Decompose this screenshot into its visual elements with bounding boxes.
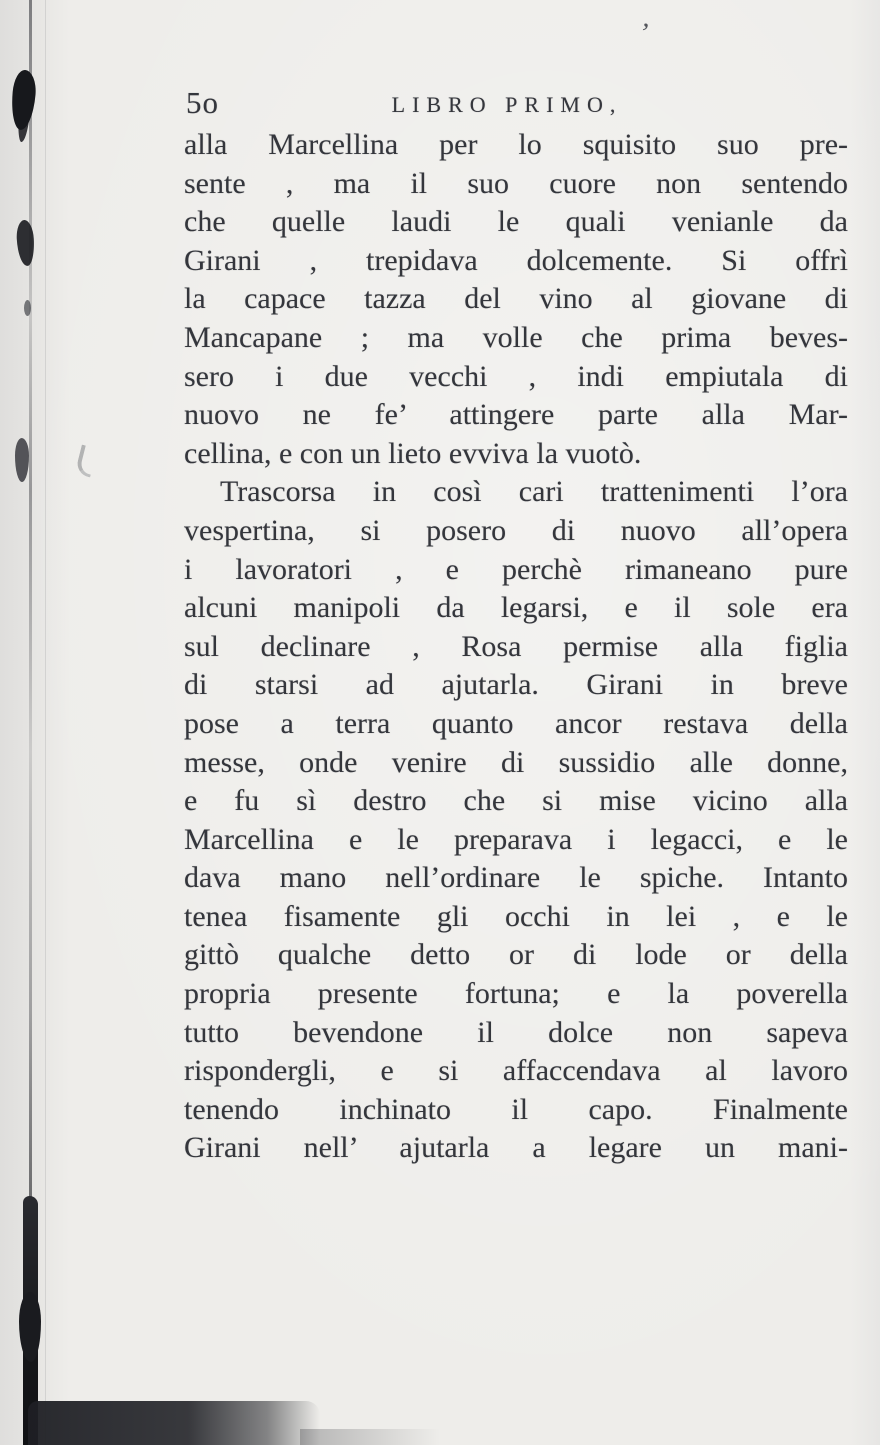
text-line: cellina, e con un lieto evviva la vuotò. [184,436,642,470]
text-line: alcuni manipoli da legarsi, e il sole era [184,591,848,625]
text-line: sente , ma il suo cuore non sentendo [184,166,848,200]
text-line: Trascorsa in così cari trattenimenti l’ora [220,475,848,509]
text-line: sero i due vecchi , indi empiutala di [184,359,848,393]
text-line: messe, onde venire di sussidio alle donne, [184,745,848,779]
text-line: vespertina, si posero di nuovo all’opera [184,513,848,547]
text-line: Marcellina e le preparava i legacci, e le [184,822,848,856]
text-line: dava mano nell’ordinare le spiche. Intanto [184,861,848,895]
text-line: propria presente fortuna; e la poverella [184,977,848,1011]
running-title: LIBRO PRIMO, [391,92,623,117]
text-line: gittò qualche detto or di lode or della [184,938,848,972]
text-line: rispondergli, e si affaccendava al lavoro [184,1054,848,1088]
text-line: e fu sì destro che si mise vicino alla [184,784,848,818]
page-number: 5o [186,85,219,120]
text-line: che quelle laudi le quali venianle da [184,205,848,239]
text-line: tutto bevendone il dolce non sapeva [184,1015,848,1049]
ink-blob-top [9,69,37,131]
text-line: la capace tazza del vino al giovane di [184,282,848,316]
binding-crease-faint [45,0,46,1445]
bottom-edge-smudge [28,1401,320,1445]
text-line: tenea fisamente gli occhi in lei , e le [184,899,848,933]
ink-speck [24,300,31,316]
stray-apostrophe-mark: ’ [637,17,652,50]
text-line: di starsi ad ajutarla. Girani in breve [184,668,848,702]
text-line: alla Marcellina per lo squisito suo pre- [184,128,848,161]
ink-blob-lower [15,438,29,482]
text-line: Girani , trepidava dolcemente. Si offrì [184,243,848,277]
text-line: Mancapane ; ma volle che prima beves- [184,320,848,354]
text-line: pose a terra quanto ancor restava della [184,706,848,740]
text-block [184,126,848,1168]
margin-smudge [75,445,98,478]
text-line: i lavoratori , e perchè rimaneano pure [184,552,848,586]
text-line: sul declinare , Rosa permise alla figlia [184,629,848,663]
text-line: tenendo inchinato il capo. Finalmente [184,1092,848,1126]
text-line: Girani nell’ ajutarla a legare un mani- [184,1131,848,1165]
ink-blob-middle [16,220,35,267]
text-line: nuovo ne fe’ attingere parte alla Mar- [184,398,848,432]
page-header [184,84,848,126]
